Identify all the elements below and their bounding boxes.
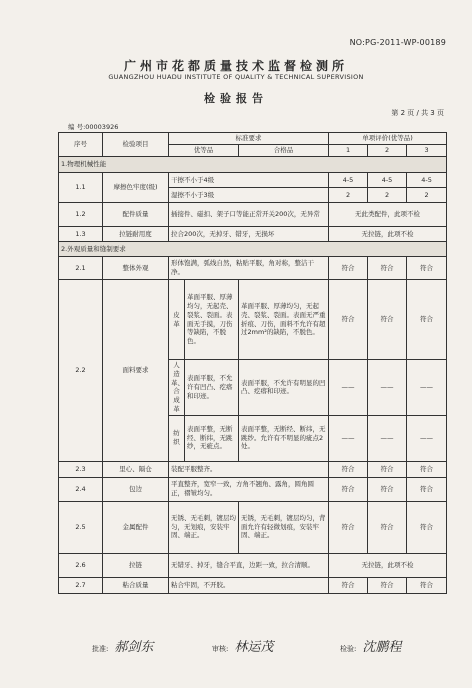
col-sample-1-header: 1 [329,145,368,157]
eval-cell: 4-5 [407,173,447,188]
material-subtype: 皮革 [169,280,185,360]
eval-cell: 2 [368,188,407,203]
row-item: 配件质量 [103,203,169,227]
review-label: 审核: [212,645,229,653]
serial-label: 编 号: [68,123,86,131]
eval-cell: 符合 [407,477,447,501]
col-standard-header: 标准要求 [169,133,329,145]
row-requirement: 干擦不小于4级 [169,173,329,188]
superior-requirement: 表面平整，无断经、断纬，无跳纱，无疵点。 [185,415,239,461]
eval-cell: 符合 [368,280,407,360]
institute-title-en: GUANGZHOU HUADU INSTITUTE OF QUALITY & TECHNICAL SUPERVISION [108,73,364,81]
eval-merged-cell: 无拉链，此项不检 [329,553,447,577]
eval-cell: 符合 [368,477,407,501]
row-item: 粘合质量 [103,577,169,593]
table-row [59,577,447,593]
eval-cell: 符合 [329,257,368,280]
section-title: 1.物理机械性能 [59,157,447,173]
eval-cell: 符合 [407,501,447,553]
eval-cell: 4-5 [329,173,368,188]
reviewer-signature [212,636,273,655]
col-item-header: 检验项目 [103,133,169,157]
eval-merged-cell: 无拉链，此项不检 [329,227,447,242]
row-number: 2.7 [59,577,103,593]
eval-cell: 符合 [407,577,447,593]
row-item: 包边 [103,477,169,501]
row-number: 2.5 [59,501,103,553]
eval-cell: 符合 [407,257,447,280]
section-row [59,157,447,173]
row-requirement: 装配平服整齐。 [169,461,329,477]
eval-cell: —— [329,415,368,461]
col-no-header: 序号 [59,133,103,157]
row-number: 2.4 [59,477,103,501]
eval-cell: 符合 [368,461,407,477]
row-item: 里心、隔仓 [103,461,169,477]
eval-merged-cell: 无此类配件，此项不检 [329,203,447,227]
eval-cell: 符合 [329,461,368,477]
row-number: 2.1 [59,257,103,280]
row-requirement: 形体饱满，弧线自然，粘贴平服，角对称，整洁干净。 [169,257,329,280]
page-indicator: 第 2 页 / 共 3 页 [391,109,444,117]
header-row-1 [59,133,447,145]
superior-requirement: 无锈、无毛刺，镀层均匀，无划痕，安装牢固、端正。 [169,501,239,553]
table-row [59,501,447,553]
approve-label: 批准: [92,645,109,653]
table-row [59,203,447,227]
row-requirement: 粘合牢固，不开胶。 [169,577,329,593]
report-title: 检验报告 [204,92,268,105]
eval-cell: 符合 [329,577,368,593]
eval-cell: 2 [329,188,368,203]
inspect-label: 检验: [340,645,357,653]
table-row [59,280,447,360]
approver-signature [92,636,153,655]
qualified-requirement: 表面平整，无断经、断纬，无跳纱。允许有不明显的疵点2处。 [239,415,329,461]
approve-signature: 郝剑东 [114,640,154,655]
material-subtype: 纺织 [169,415,185,461]
eval-cell: —— [329,360,368,416]
row-item: 金属配件 [103,501,169,553]
eval-cell: 符合 [368,501,407,553]
eval-cell: —— [368,360,407,416]
row-number: 2.2 [59,280,103,462]
section-row [59,242,447,257]
eval-cell: 符合 [407,461,447,477]
material-subtype: 人造革、合成革 [169,360,185,416]
eval-cell: 4-5 [368,173,407,188]
row-item: 面料要求 [103,280,169,462]
table-row [59,173,447,188]
row-item: 拉链 [103,553,169,577]
eval-cell: —— [407,360,447,416]
eval-cell: —— [368,415,407,461]
row-item: 整体外观 [103,257,169,280]
eval-cell: 符合 [368,577,407,593]
qualified-requirement: 表面平服，不允许有明显的凹凸、疙瘩和印迹。 [239,360,329,416]
row-item: 摩擦色牢度(级) [103,173,169,203]
review-signature: 林运茂 [234,640,274,655]
eval-cell: —— [407,415,447,461]
row-requirement: 拉合200次，无掉牙、错牙，无损坏 [169,227,329,242]
table-row [59,477,447,501]
superior-requirement: 革面平服、厚薄均匀，无起壳、裂浆、裂面。表面无手摸，刀伤等缺陷，不脱色。 [185,280,239,360]
eval-cell: 符合 [329,501,368,553]
table-row [59,257,447,280]
eval-cell: 符合 [368,257,407,280]
qualified-requirement: 无锈，无毛刺，镀层均匀，背面允许有轻微划痕，安装牢固、端正。 [239,501,329,553]
col-qualified-header: 合格品 [239,145,329,157]
inspection-table [58,132,447,594]
col-superior-header: 优等品 [169,145,239,157]
row-requirement: 湿擦不小于3级 [169,188,329,203]
serial-number [68,122,118,131]
row-number: 1.2 [59,203,103,227]
superior-requirement: 表面平服，不允许有凹凸、疙瘩和印迹。 [185,360,239,416]
eval-cell: 符合 [329,280,368,360]
row-requirement: 插接件、磁扣、架子口等能正常开关200次，无异常 [169,203,329,227]
document-number: NO:PG-2011-WP-00189 [349,38,446,47]
col-sample-3-header: 3 [407,145,447,157]
row-number: 1.3 [59,227,103,242]
row-requirement: 无错牙、掉牙，缝合平直，边距一致，拉合清顺。 [169,553,329,577]
table-row [59,227,447,242]
eval-cell: 2 [407,188,447,203]
row-requirement: 平直整齐，宽窄一致，方角不翘角、露角，圆角圆正，褶皱均匀。 [169,477,329,501]
row-number: 2.6 [59,553,103,577]
row-number: 1.1 [59,173,103,203]
serial-value: 00003926 [85,123,119,131]
row-item: 拉链耐用度 [103,227,169,242]
table-row [59,461,447,477]
section-title: 2.外观质量和缝制要求 [59,242,447,257]
qualified-requirement: 革面平服、厚薄均匀，无起壳、裂浆、裂面。表面无严重折痕、刀伤，面料不允许有超过2mm²的缺陷，不脱色。 [239,280,329,360]
eval-cell: 符合 [407,280,447,360]
inspector-signature [340,636,401,655]
inspect-signature: 沈鹏程 [362,640,402,655]
col-eval-header: 单项评价(优等品) [329,133,447,145]
table-row [59,553,447,577]
institute-title-cn: 广州市花都质量技术监督检测所 [123,59,348,73]
col-sample-2-header: 2 [368,145,407,157]
eval-cell: 符合 [329,477,368,501]
row-number: 2.3 [59,461,103,477]
